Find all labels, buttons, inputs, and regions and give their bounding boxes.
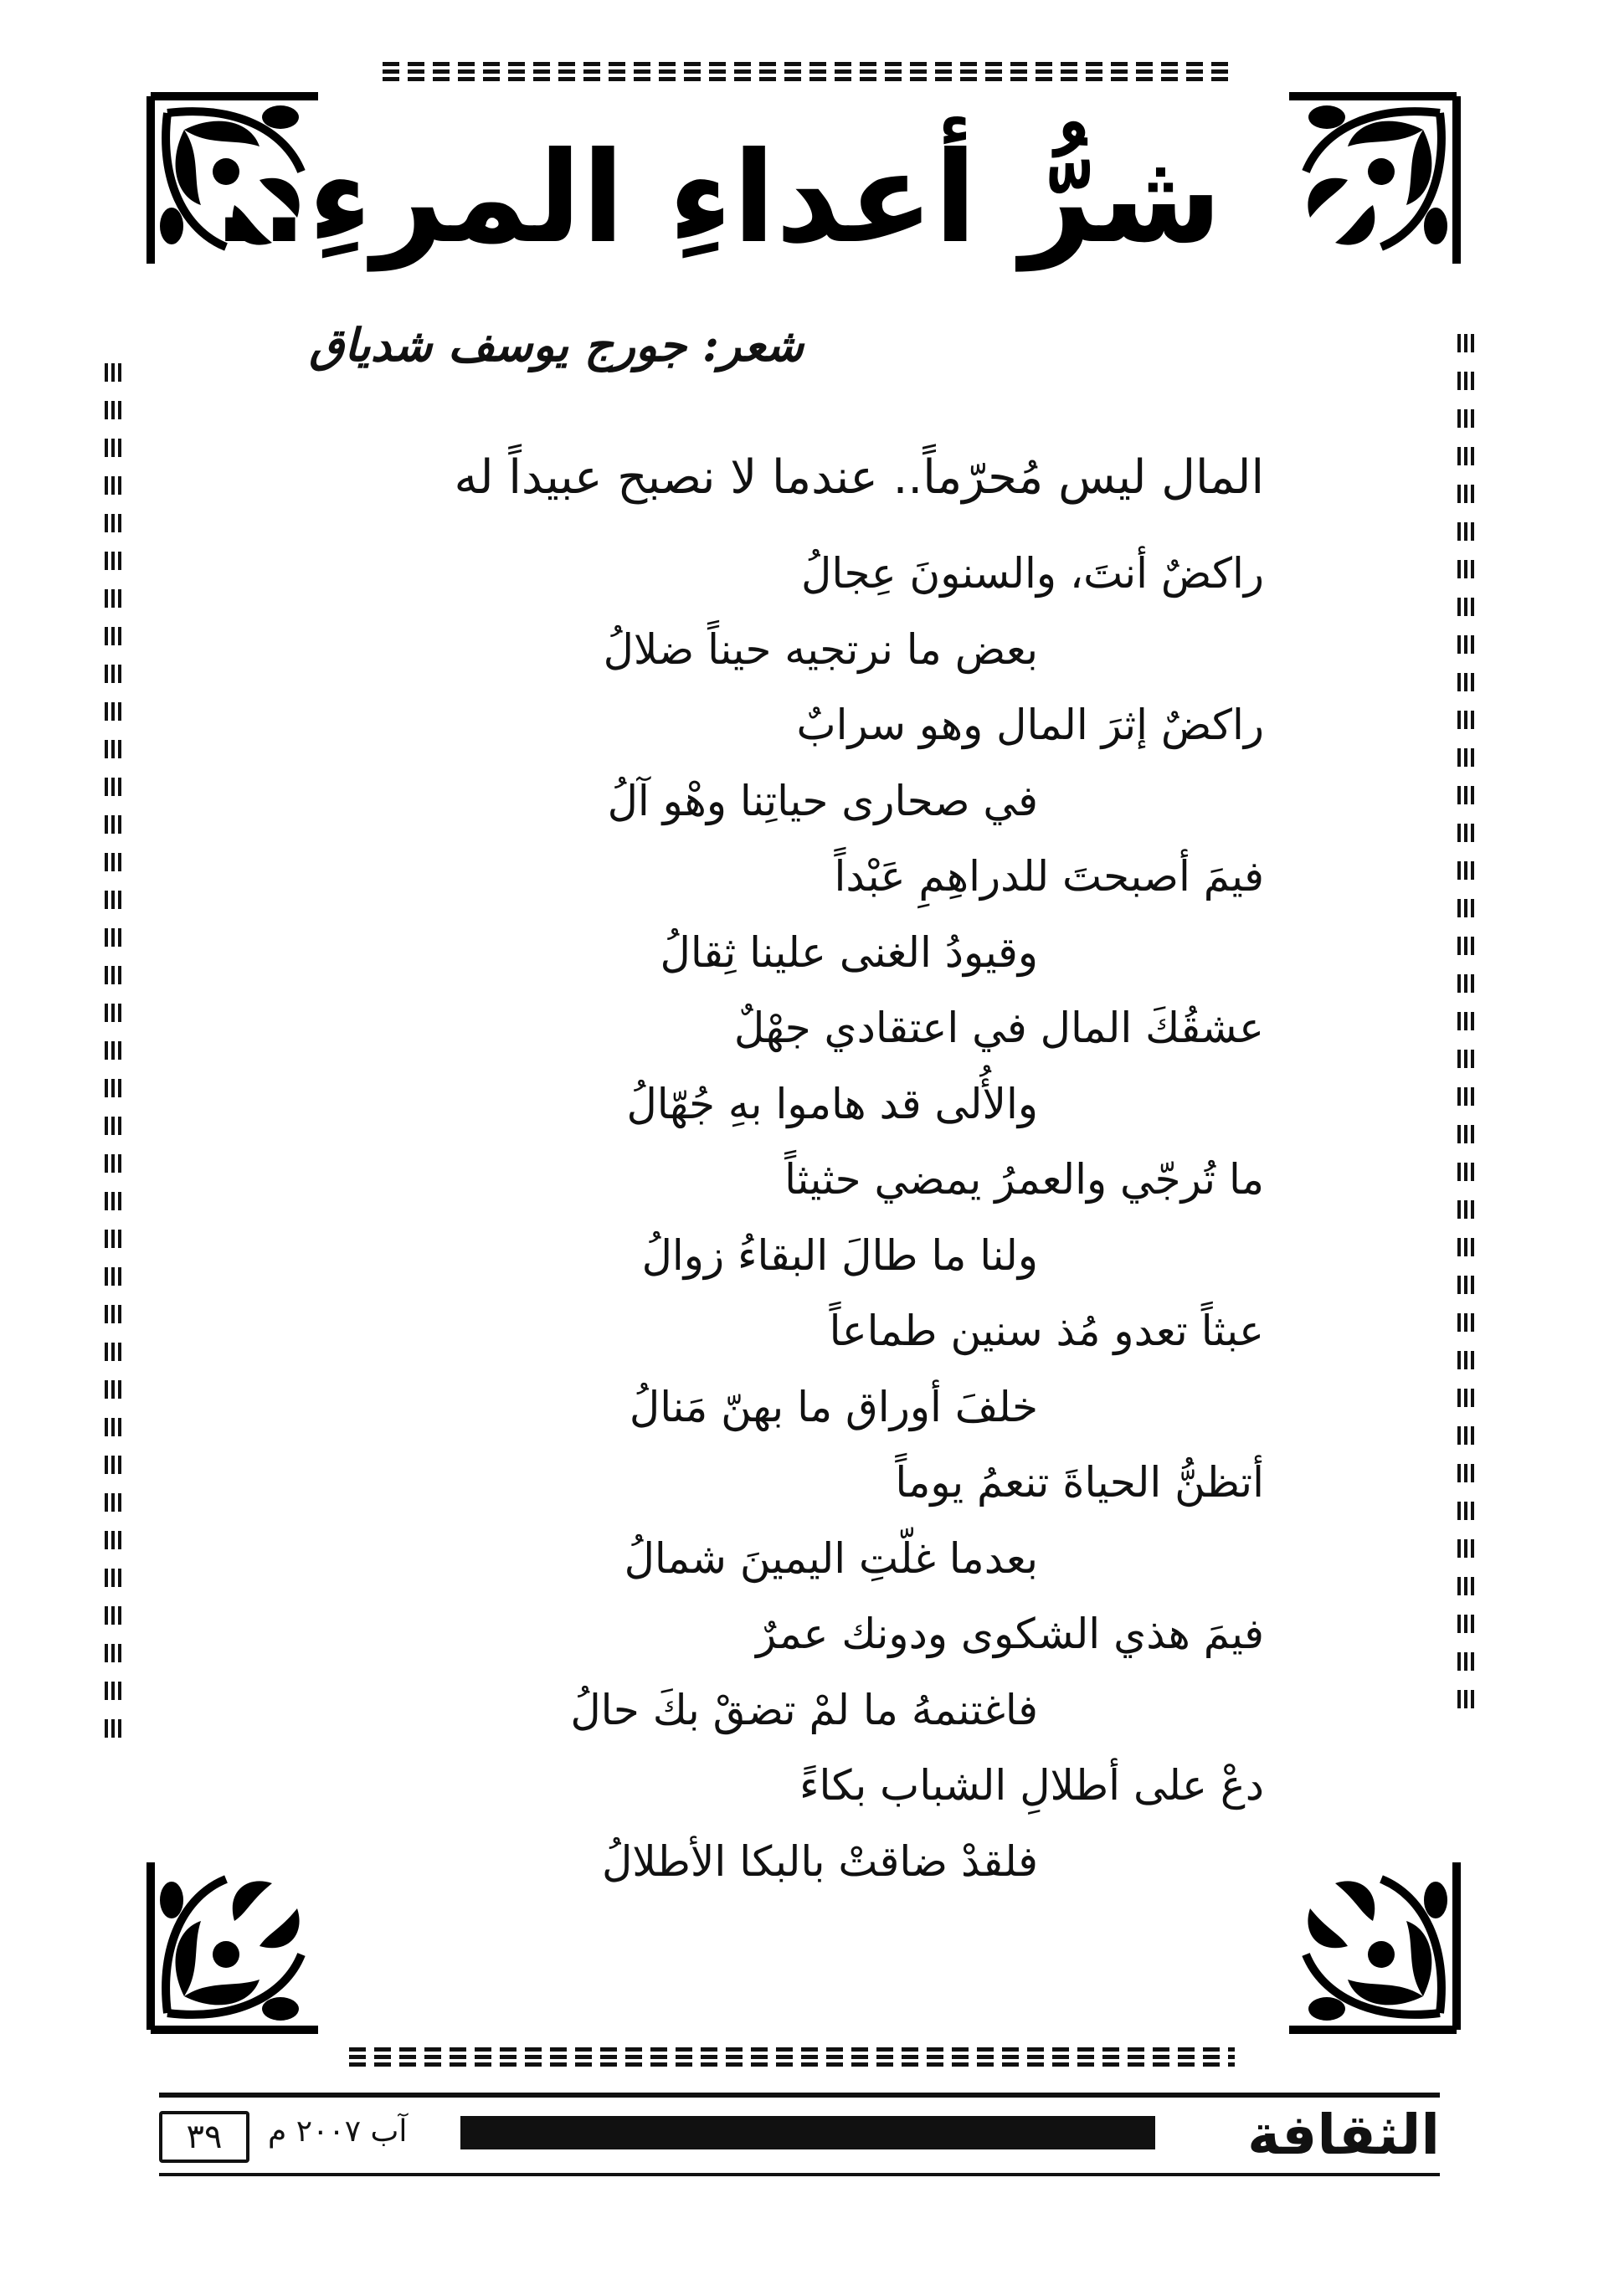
verse-line: فلقدْ ضاقتْ بالبكا الأطلالُ xyxy=(601,1836,1038,1886)
poem-byline: شعر: جورج يوسف شدياق xyxy=(309,318,804,372)
poem-verses xyxy=(352,536,1264,1899)
top-right-ornament-icon xyxy=(1281,80,1473,272)
bottom-left-ornament-icon xyxy=(134,1854,326,2047)
verse-line: ما تُرجّي والعمرُ يمضي حثيثاً xyxy=(784,1155,1264,1204)
verse-line: فاغتنمهُ ما لمْ تضقْ بكَ حالُ xyxy=(570,1685,1038,1734)
left-dashed-border xyxy=(104,360,122,1749)
poem-subtitle: المال ليس مُحرّماً.. عندما لا نصبح عبيداً له xyxy=(454,450,1264,505)
page-footer xyxy=(159,2103,1440,2170)
verse-line: في صحارى حياتِنا وهْو آلُ xyxy=(607,776,1038,825)
verse-line: عبثاً تعدو مُذ سنين طماعاً xyxy=(829,1307,1264,1355)
magazine-name: الثقافة xyxy=(1247,2103,1440,2167)
bottom-right-ornament-icon xyxy=(1281,1854,1473,2047)
issue-date: آب ٢٠٠٧ م xyxy=(268,2114,408,2149)
verse-line: عشقُكَ المال في اعتقادي جهْلٌ xyxy=(733,1004,1264,1052)
verse-line: راكضٌ إثرَ المال وهو سرابٌ xyxy=(796,701,1264,749)
verse-line: خلفَ أوراق ما بهنّ مَنالُ xyxy=(629,1382,1038,1431)
right-dashed-border xyxy=(1457,331,1475,1720)
verse-line: دعْ على أطلالِ الشباب بكاءً xyxy=(799,1761,1264,1810)
bottom-dashed-border xyxy=(347,2046,1235,2069)
verse-line: راكضٌ أنتَ، والسنونَ عِجالُ xyxy=(800,549,1264,598)
verse-line: بعدما غلّتِ اليمينَ شمالُ xyxy=(624,1533,1038,1583)
poem-title: شرُّ أعداءِ المرءِ.. xyxy=(212,126,1222,271)
top-dashed-border xyxy=(381,60,1235,84)
footer-bottom-rule xyxy=(159,2173,1440,2176)
verse-line: ولنا ما طالَ البقاءُ زوالُ xyxy=(641,1230,1038,1280)
verse-line: فيمَ أصبحتَ للدراهِمِ عَبْداً xyxy=(834,852,1264,901)
verse-line: أتظنُّ الحياةَ تنعمُ يوماً xyxy=(895,1458,1264,1507)
footer-black-bar xyxy=(460,2116,1155,2149)
footer-top-rule xyxy=(159,2093,1440,2098)
page-number: ٣٩ xyxy=(159,2111,249,2163)
verse-line: فيمَ هذي الشكوى ودونك عمرٌ xyxy=(756,1610,1264,1658)
verse-line: والأُلى قد هاموا بهِ جُهّالُ xyxy=(626,1079,1038,1128)
verse-line: بعض ما نرتجيه حيناً ضلالُ xyxy=(603,624,1038,674)
verse-line: وقيودُ الغنى علينا ثِقالُ xyxy=(660,927,1038,977)
